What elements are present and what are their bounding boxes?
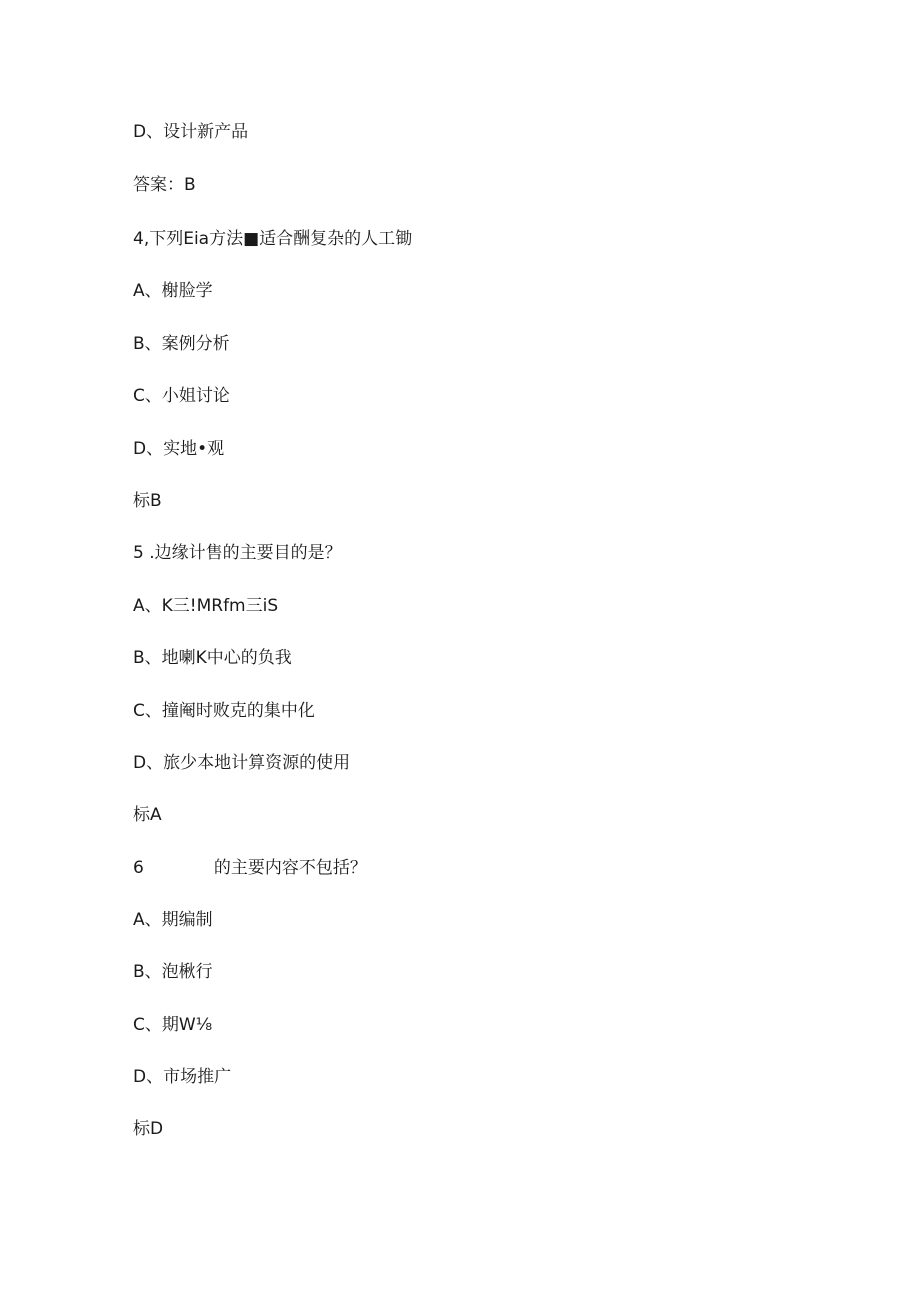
question-6 bbox=[133, 856, 367, 880]
option-c-text: C、小姐讨论 bbox=[133, 386, 230, 406]
question-4-text: 4,下列Eia方法■适合酬复杂的人工锄 bbox=[133, 229, 413, 249]
question-6-text: 的主要内容不包括？ bbox=[213, 858, 367, 878]
question-6-number: 6 bbox=[133, 858, 144, 878]
option-a-text: A、期编制 bbox=[133, 910, 213, 930]
option-d-text: D、设计新产品 bbox=[133, 122, 249, 142]
option-b-text: B、案例分析 bbox=[133, 334, 230, 354]
option-d-text: D、市场推广 bbox=[133, 1067, 232, 1087]
option-c-text: C、期W⅛ bbox=[133, 1015, 213, 1035]
option-b-text: B、地喇K中心的负我 bbox=[133, 648, 292, 668]
option-a-text: A、榭脸学 bbox=[133, 281, 213, 301]
option-b-text: B、泡楸行 bbox=[133, 962, 213, 982]
answer-text: 标A bbox=[133, 805, 162, 825]
answer-text: 答案：B bbox=[133, 175, 196, 195]
answer-text: 标D bbox=[133, 1119, 164, 1139]
option-a-text: A、K三!MRfm三iS bbox=[133, 596, 279, 616]
option-c-text: C、撞阉时败克的集中化 bbox=[133, 701, 315, 721]
question-5-text: 5 .边缘计售的主要目的是？ bbox=[133, 543, 342, 563]
answer-text: 标B bbox=[133, 491, 162, 511]
option-d-text: D、旅少本地计算资源的使用 bbox=[133, 753, 351, 773]
option-d-text: D、实地•观 bbox=[133, 439, 225, 459]
